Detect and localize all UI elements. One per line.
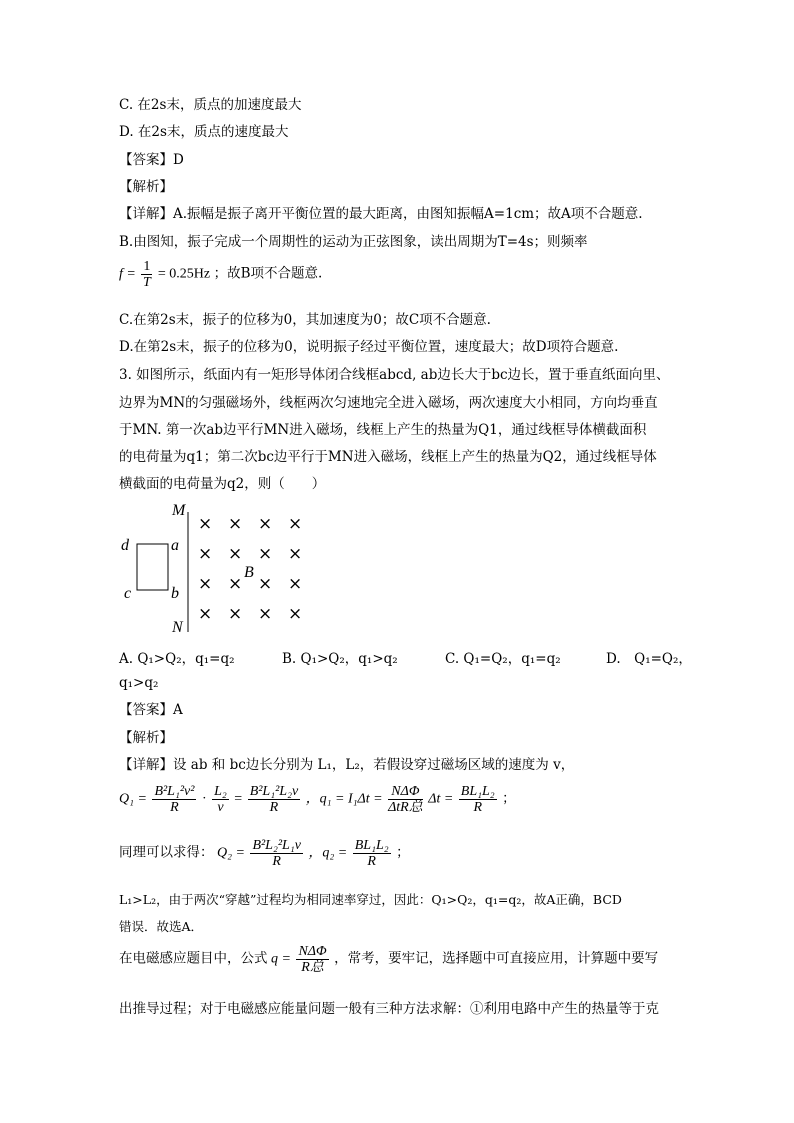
option-b: B. Q₁>Q₂，q₁>q₂ [282,651,398,667]
field-cross: × [228,574,243,594]
formula-text: Q₁ = [119,791,147,807]
fraction [212,784,229,815]
denominator: R总 [301,960,324,975]
option-a: A. Q₁>Q₂，q₁=q₂ [119,651,235,667]
fraction [248,784,300,815]
label-d: d [121,537,129,554]
label-b-field: B [244,564,254,581]
numerator: B²L₁²L₂v [249,784,299,799]
fraction [141,259,152,290]
field-cross: × [258,544,273,564]
numerator: 1 [143,259,151,274]
field-cross: × [198,544,213,564]
option-d-cont: q₁>q₂ [119,675,159,691]
answer-label: 【答案】D [119,152,184,168]
detail-line: B.由图知，振子完成一个周期性的运动为正弦图象，读出周期为T=4s；则频率 [119,234,588,250]
numerator: L₂ [214,784,227,799]
fraction [296,944,328,975]
option-c: C. Q₁=Q₂，q₁=q₂ [445,651,561,667]
field-cross: × [288,574,303,594]
formula-text: f = [119,266,136,282]
formula-text: ，常考，要牢记，选择题中可直接应用，计算题中要写 [334,950,659,967]
numerator: NΔΦ [298,944,327,959]
field-cross: × [288,544,303,564]
numerator: B²L₁²v² [154,784,195,799]
label-a: a [171,537,179,554]
field-cross: × [198,514,213,534]
formula-text: ，q₁ = I₁Δt = [305,791,383,807]
denominator: R [367,854,376,869]
analysis-label: 【解析】 [119,179,173,195]
formula-text: = 0.25Hz [157,266,211,282]
detail-line: 【详解】设 ab 和 bc边长分别为 L₁，L₂，若假设穿过磁场区域的速度为 v， [119,757,575,773]
question-line: 3. 如图所示，纸面内有一矩形导体闭合线框abcd, ab边长大于bc边长，置于垂直纸面向里、 [119,367,670,383]
field-cross: × [258,514,273,534]
denominator: ΔtR总 [388,800,423,815]
field-cross: × [228,604,243,624]
question-line: 边界为MN的匀强磁场外，线框两次匀速地完全进入磁场，两次速度大小相同，方向均垂直 [119,395,658,411]
field-cross: × [228,514,243,534]
formula-text: ； [396,844,410,861]
formula-text: = [234,791,243,807]
fraction [388,784,423,815]
numerator: NΔΦ [388,784,423,800]
question-line: 的电荷量为q1；第二次bc边平行于MN进入磁场，线框上产生的热量为Q2，通过线框导体 [119,449,657,465]
formula-text: ，q₂ = [308,845,348,861]
analysis-label: 【解析】 [119,730,173,746]
formula-text: ；故B项不合题意. [213,265,323,282]
numerator: BL₁L₂ [354,838,389,853]
option-d: D. Q₁=Q₂， [606,651,692,667]
detail-line: 出推导过程；对于电磁感应能量问题一般有三种方法求解：①利用电路中产生的热量等于克 [119,1001,659,1017]
question-line: 横截面的电荷量为q2，则（ ） [119,476,326,492]
formula-text: ； [502,790,516,807]
denominator: R [473,800,482,815]
formula-text: · [201,791,207,807]
answer-label: 【答案】A [119,702,183,718]
formula-text: 同理可以求得： [119,844,214,861]
option-c-line: C. 在2s末，质点的加速度最大 [119,97,302,113]
formula-text: Q₂ = [217,845,245,861]
detail-line: L₁>L₂，由于两次“穿越”过程均为相同速率穿过，因此：Q₁>Q₂，q₁=q₂，故A正确，BCD [119,892,622,907]
numerator: B²L₂²L₁v [252,838,301,853]
formula-text: 在电磁感应题目中，公式 [119,950,268,967]
detail-line: D.在第2s末，振子的位移为0，说明振子经过平衡位置，速度最大；故D项符合题意. [119,339,619,355]
fraction [250,838,302,869]
label-m: M [172,502,186,519]
frequency-formula [119,259,322,290]
detail-line: C.在第2s末，振子的位移为0，其加速度为0；故C项不合题意. [119,312,491,328]
general-formula-line [119,944,658,975]
rectangle-frame [137,544,168,590]
field-cross: × [198,604,213,624]
option-d-line: D. 在2s末，质点的速度最大 [119,124,289,140]
label-n: N [172,619,183,636]
denominator: T [142,275,151,290]
detail-line: 【详解】A.振幅是振子离开平衡位置的最大距离，由图知振幅A=1cm；故A项不合题意. [119,206,643,222]
numerator: BL₁L₂ [460,784,495,799]
denominator: R [272,854,281,869]
denominator: R [269,800,279,815]
formula-text: q = [271,951,291,967]
fraction [459,784,497,815]
field-cross: × [198,574,213,594]
field-cross: × [288,604,303,624]
formula-text: Δt = [428,791,454,807]
fraction [152,784,196,815]
field-cross: × [228,544,243,564]
detail-line: 错误．故选A． [119,919,204,934]
label-c: c [124,585,132,602]
field-cross: × [258,574,273,594]
question-line: 于MN. 第一次ab边平行MN进入磁场，线框上产生的热量为Q1，通过线框导体横截面积 [119,422,647,438]
denominator: R [170,800,179,815]
label-b: b [171,585,179,602]
field-cross: × [288,514,303,534]
q2-formula [119,838,410,869]
fraction [353,838,391,869]
q1-formula [119,784,516,815]
denominator: v [217,800,224,815]
field-cross: × [258,604,273,624]
